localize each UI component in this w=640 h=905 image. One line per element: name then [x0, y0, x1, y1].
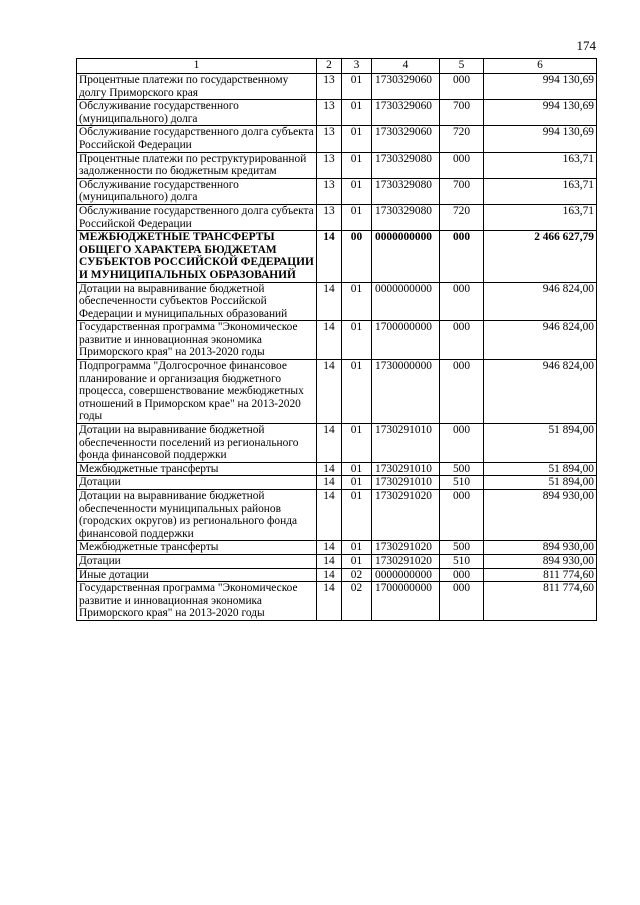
target-article-cell: 0000000000 — [372, 282, 440, 321]
section-code-cell: 14 — [317, 541, 342, 555]
section-code-cell: 14 — [317, 476, 342, 490]
section-code-cell: 13 — [317, 152, 342, 178]
row-name-cell: Подпрограмма "Долгосрочное финансовое планирование и организация бюджетного процесса, совершенствование межбюджетных отношений в Приморском крае" на 2013-2020 годы — [77, 360, 317, 424]
target-article-cell: 1730329080 — [372, 152, 440, 178]
section-code-cell: 13 — [317, 74, 342, 100]
amount-cell: 163,71 — [484, 152, 597, 178]
expense-type-cell: 720 — [440, 204, 484, 230]
row-name-cell: Дотации — [77, 554, 317, 568]
section-code-cell: 14 — [317, 568, 342, 582]
subsection-code-cell: 01 — [342, 321, 372, 360]
amount-cell: 994 130,69 — [484, 74, 597, 100]
amount-cell: 163,71 — [484, 178, 597, 204]
row-name-cell: Процентные платежи по государственному долгу Приморского края — [77, 74, 317, 100]
table-row — [77, 360, 597, 424]
amount-cell: 811 774,60 — [484, 568, 597, 582]
table-row — [77, 204, 597, 230]
section-code-cell: 14 — [317, 231, 342, 282]
section-code-cell: 13 — [317, 204, 342, 230]
expense-type-cell: 000 — [440, 74, 484, 100]
expense-type-cell: 000 — [440, 360, 484, 424]
row-name-cell: Обслуживание государственного долга субъекта Российской Федерации — [77, 204, 317, 230]
expense-type-cell: 000 — [440, 424, 484, 463]
table-row — [77, 152, 597, 178]
section-code-cell: 14 — [317, 490, 342, 541]
expense-type-cell: 510 — [440, 554, 484, 568]
table-row — [77, 126, 597, 152]
amount-cell: 51 894,00 — [484, 424, 597, 463]
column-header: 6 — [484, 59, 597, 74]
target-article-cell: 1730329080 — [372, 178, 440, 204]
expense-type-cell: 000 — [440, 568, 484, 582]
subsection-code-cell: 01 — [342, 204, 372, 230]
table-row — [77, 74, 597, 100]
target-article-cell: 1730291020 — [372, 554, 440, 568]
column-header: 1 — [77, 59, 317, 74]
target-article-cell: 1730329060 — [372, 100, 440, 126]
amount-cell: 163,71 — [484, 204, 597, 230]
section-code-cell: 14 — [317, 582, 342, 621]
expense-type-cell: 000 — [440, 282, 484, 321]
subsection-code-cell: 01 — [342, 554, 372, 568]
table-row — [77, 178, 597, 204]
target-article-cell: 1730329080 — [372, 204, 440, 230]
table-row — [77, 321, 597, 360]
subsection-code-cell: 01 — [342, 152, 372, 178]
column-header: 5 — [440, 59, 484, 74]
expense-type-cell: 000 — [440, 231, 484, 282]
target-article-cell: 1700000000 — [372, 582, 440, 621]
subsection-code-cell: 01 — [342, 424, 372, 463]
target-article-cell: 0000000000 — [372, 568, 440, 582]
row-name-cell: Государственная программа "Экономическое развитие и инновационная экономика Приморского края" на 2013-2020 годы — [77, 582, 317, 621]
subsection-code-cell: 00 — [342, 231, 372, 282]
row-name-cell: Межбюджетные трансферты — [77, 541, 317, 555]
subsection-code-cell: 02 — [342, 582, 372, 621]
row-name-cell: Межбюджетные трансферты — [77, 462, 317, 476]
budget-table — [76, 58, 597, 621]
expense-type-cell: 700 — [440, 100, 484, 126]
amount-cell: 946 824,00 — [484, 282, 597, 321]
amount-cell: 51 894,00 — [484, 476, 597, 490]
row-name-cell: Обслуживание государственного (муниципального) долга — [77, 100, 317, 126]
table-row — [77, 490, 597, 541]
target-article-cell: 1730291010 — [372, 476, 440, 490]
table-row — [77, 554, 597, 568]
target-article-cell: 1730000000 — [372, 360, 440, 424]
section-code-cell: 14 — [317, 554, 342, 568]
amount-cell: 894 930,00 — [484, 554, 597, 568]
table-row — [77, 582, 597, 621]
row-name-cell: Дотации на выравнивание бюджетной обеспеченности субъектов Российской Федерации и муниципальных образований — [77, 282, 317, 321]
target-article-cell: 1730329060 — [372, 126, 440, 152]
target-article-cell: 1700000000 — [372, 321, 440, 360]
table-row — [77, 476, 597, 490]
row-name-cell: Обслуживание государственного долга субъекта Российской Федерации — [77, 126, 317, 152]
section-code-cell: 14 — [317, 360, 342, 424]
amount-cell: 894 930,00 — [484, 541, 597, 555]
target-article-cell: 1730329060 — [372, 74, 440, 100]
amount-cell: 894 930,00 — [484, 490, 597, 541]
table-row — [77, 424, 597, 463]
row-name-cell: Дотации — [77, 476, 317, 490]
table-row — [77, 231, 597, 282]
expense-type-cell: 700 — [440, 178, 484, 204]
row-name-cell: Государственная программа "Экономическое развитие и инновационная экономика Приморского края" на 2013-2020 годы — [77, 321, 317, 360]
column-header: 3 — [342, 59, 372, 74]
subsection-code-cell: 01 — [342, 126, 372, 152]
expense-type-cell: 000 — [440, 490, 484, 541]
expense-type-cell: 510 — [440, 476, 484, 490]
row-name-cell: Иные дотации — [77, 568, 317, 582]
page-number: 174 — [576, 38, 596, 53]
target-article-cell: 0000000000 — [372, 231, 440, 282]
expense-type-cell: 500 — [440, 462, 484, 476]
row-name-cell: Обслуживание государственного (муниципального) долга — [77, 178, 317, 204]
amount-cell: 946 824,00 — [484, 360, 597, 424]
target-article-cell: 1730291020 — [372, 541, 440, 555]
header-row — [77, 59, 597, 74]
expense-type-cell: 000 — [440, 152, 484, 178]
amount-cell: 2 466 627,79 — [484, 231, 597, 282]
amount-cell: 994 130,69 — [484, 100, 597, 126]
subsection-code-cell: 02 — [342, 568, 372, 582]
section-code-cell: 13 — [317, 100, 342, 126]
column-header: 4 — [372, 59, 440, 74]
column-header: 2 — [317, 59, 342, 74]
row-name-cell: Процентные платежи по реструктурированной задолженности по бюджетным кредитам — [77, 152, 317, 178]
subsection-code-cell: 01 — [342, 360, 372, 424]
section-code-cell: 14 — [317, 321, 342, 360]
table-row — [77, 541, 597, 555]
section-code-cell: 14 — [317, 462, 342, 476]
subsection-code-cell: 01 — [342, 178, 372, 204]
row-name-cell: Дотации на выравнивание бюджетной обеспеченности муниципальных районов (городских округов) из регионального фонда финансовой поддержки — [77, 490, 317, 541]
amount-cell: 811 774,60 — [484, 582, 597, 621]
target-article-cell: 1730291010 — [372, 462, 440, 476]
section-code-cell: 13 — [317, 126, 342, 152]
subsection-code-cell: 01 — [342, 74, 372, 100]
expense-type-cell: 500 — [440, 541, 484, 555]
amount-cell: 994 130,69 — [484, 126, 597, 152]
expense-type-cell: 720 — [440, 126, 484, 152]
target-article-cell: 1730291010 — [372, 424, 440, 463]
table-row — [77, 282, 597, 321]
section-code-cell: 14 — [317, 282, 342, 321]
subsection-code-cell: 01 — [342, 476, 372, 490]
subsection-code-cell: 01 — [342, 462, 372, 476]
table-row — [77, 100, 597, 126]
expense-type-cell: 000 — [440, 321, 484, 360]
table-row — [77, 568, 597, 582]
section-code-cell: 13 — [317, 178, 342, 204]
row-name-cell: МЕЖБЮДЖЕТНЫЕ ТРАНСФЕРТЫ ОБЩЕГО ХАРАКТЕРА БЮДЖЕТАМ СУБЪЕКТОВ РОССИЙСКОЙ ФЕДЕРАЦИИ И МУНИЦИПАЛЬНЫХ ОБРАЗОВАНИЙ — [77, 231, 317, 282]
row-name-cell: Дотации на выравнивание бюджетной обеспеченности поселений из регионального фонда финансовой поддержки — [77, 424, 317, 463]
amount-cell: 51 894,00 — [484, 462, 597, 476]
subsection-code-cell: 01 — [342, 100, 372, 126]
table-row — [77, 462, 597, 476]
target-article-cell: 1730291020 — [372, 490, 440, 541]
expense-type-cell: 000 — [440, 582, 484, 621]
subsection-code-cell: 01 — [342, 282, 372, 321]
section-code-cell: 14 — [317, 424, 342, 463]
subsection-code-cell: 01 — [342, 541, 372, 555]
subsection-code-cell: 01 — [342, 490, 372, 541]
amount-cell: 946 824,00 — [484, 321, 597, 360]
